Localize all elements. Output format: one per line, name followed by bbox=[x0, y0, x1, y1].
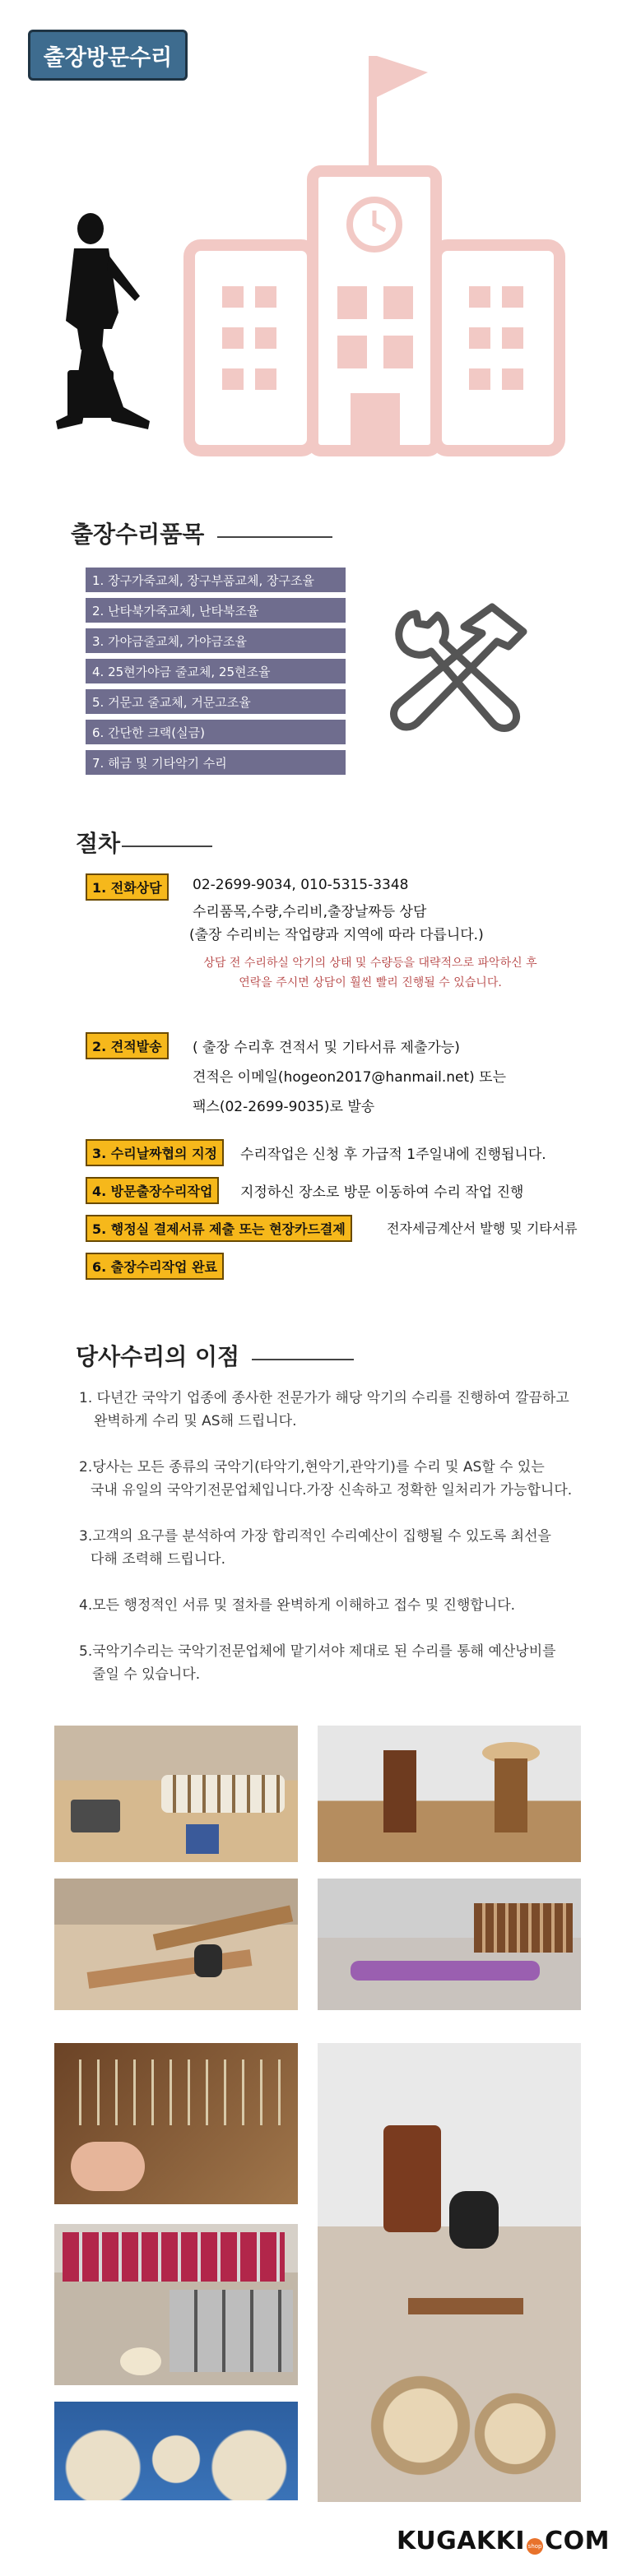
cost-note: (출장 수리비는 작업량과 지역에 따라 다릅니다.) bbox=[189, 927, 484, 943]
step-6-tag: 6. 출장수리작업 완료 bbox=[86, 1253, 224, 1280]
phone-numbers: 02-2699-9034, 010-5315-3348 bbox=[193, 877, 409, 893]
step-3-text: 수리작업은 신청 후 가급적 1주일내에 진행됩니다. bbox=[240, 1147, 546, 1163]
title-underline bbox=[122, 846, 212, 847]
estimate-note: ( 출장 수리후 견적서 및 기타서류 제출가능) bbox=[193, 1040, 460, 1056]
list-item: 7. 해금 및 기타악기 수리 bbox=[86, 750, 346, 775]
photo-gayageum-floor bbox=[54, 1879, 298, 2010]
step-1-tag: 1. 전화상담 bbox=[86, 873, 169, 901]
footer-logo bbox=[397, 2527, 610, 2555]
photo-string-repair bbox=[54, 2043, 298, 2204]
list-item: 3. 가야금줄교체, 가야금조율 bbox=[86, 628, 346, 653]
benefit-item: 2.당사는 모든 종류의 국악기(타악기,현악기,관악기)를 수리 및 AS할 수 있는 국내 유일의 국악기전문업체입니다.가장 신속하고 정확한 일처리가 가능합니다. bbox=[79, 1459, 573, 1499]
photo-hall-repair bbox=[318, 1879, 581, 2010]
benefit-item: 1. 다년간 국악기 업종에 종사한 전문가가 해당 악기의 수리를 진행하여 깔끔하고 완벽하게 수리 및 AS해 드립니다. bbox=[79, 1390, 569, 1429]
logo-sub: COM bbox=[545, 2527, 610, 2555]
benefit-item: 3.고객의 요구를 분석하여 가장 합리적인 수리예산이 집행될 수 있도록 최선을 다해 조력해 드립니다. bbox=[79, 1528, 551, 1568]
list-item: 4. 25현가야금 줄교체, 25현조율 bbox=[86, 659, 346, 683]
list-item: 2. 난타북가죽교체, 난타북조율 bbox=[86, 598, 346, 623]
consult-tip: 상담 전 수리하실 악기의 상태 및 수량등을 대략적으로 파악하신 후 bbox=[203, 957, 537, 970]
logo-main: KUGAKKI bbox=[397, 2527, 526, 2555]
building-icon bbox=[165, 48, 592, 459]
step-2-tag: 2. 견적발송 bbox=[86, 1032, 169, 1059]
list-item: 1. 장구가죽교체, 장구부품교체, 장구조율 bbox=[86, 568, 346, 592]
estimate-email: 견적은 이메일(hogeon2017@hanmail.net) 또는 bbox=[193, 1069, 507, 1086]
step-3-tag: 3. 수리날짜협의 지정 bbox=[86, 1139, 224, 1166]
page-badge: 출장방문수리 bbox=[28, 30, 188, 81]
step-5-tag: 5. 행정실 결제서류 제출 또는 현장카드결제 bbox=[86, 1215, 352, 1242]
list-item: 6. 간단한 크랙(실금) bbox=[86, 720, 346, 744]
procedure-title: 절차 bbox=[76, 830, 121, 857]
businessman-icon bbox=[33, 206, 173, 452]
benefits-title: 당사수리의 이점 bbox=[76, 1343, 240, 1370]
title-underline bbox=[217, 536, 332, 538]
items-section-title: 출장수리품목 bbox=[71, 521, 205, 548]
consult-items: 수리품목,수량,수리비,출장날짜등 상담 bbox=[193, 904, 427, 920]
logo-dot: shop bbox=[527, 2538, 543, 2555]
estimate-fax: 팩스(02-2699-9035)로 발송 bbox=[193, 1099, 375, 1115]
consult-tip: 연락을 주시면 상담이 훨씬 빨리 진행될 수 있습니다. bbox=[239, 976, 502, 989]
list-item: 5. 거문고 줄교체, 거문고조율 bbox=[86, 689, 346, 714]
photo-classroom-drums bbox=[318, 1726, 581, 1862]
photo-drumheads bbox=[54, 2402, 298, 2500]
photo-drum-row bbox=[54, 2224, 298, 2385]
tools-icon bbox=[385, 599, 530, 744]
step-4-tag: 4. 방문출장수리작업 bbox=[86, 1177, 219, 1204]
photo-drums-floor bbox=[54, 1726, 298, 1862]
step-5-text: 전자세금계산서 발행 및 기타서류 bbox=[387, 1221, 578, 1236]
photo-technician-drums bbox=[318, 2043, 581, 2502]
step-4-text: 지정하신 장소로 방문 이동하여 수리 작업 진행 bbox=[240, 1184, 524, 1201]
benefit-item: 4.모든 행정적인 서류 및 절차를 완벽하게 이해하고 접수 및 진행합니다. bbox=[79, 1597, 516, 1614]
benefit-item: 5.국악기수리는 국악기전문업체에 맡기셔야 제대로 된 수리를 통해 예산낭비를 줄일 수 있습니다. bbox=[79, 1643, 556, 1683]
title-underline bbox=[252, 1359, 354, 1360]
